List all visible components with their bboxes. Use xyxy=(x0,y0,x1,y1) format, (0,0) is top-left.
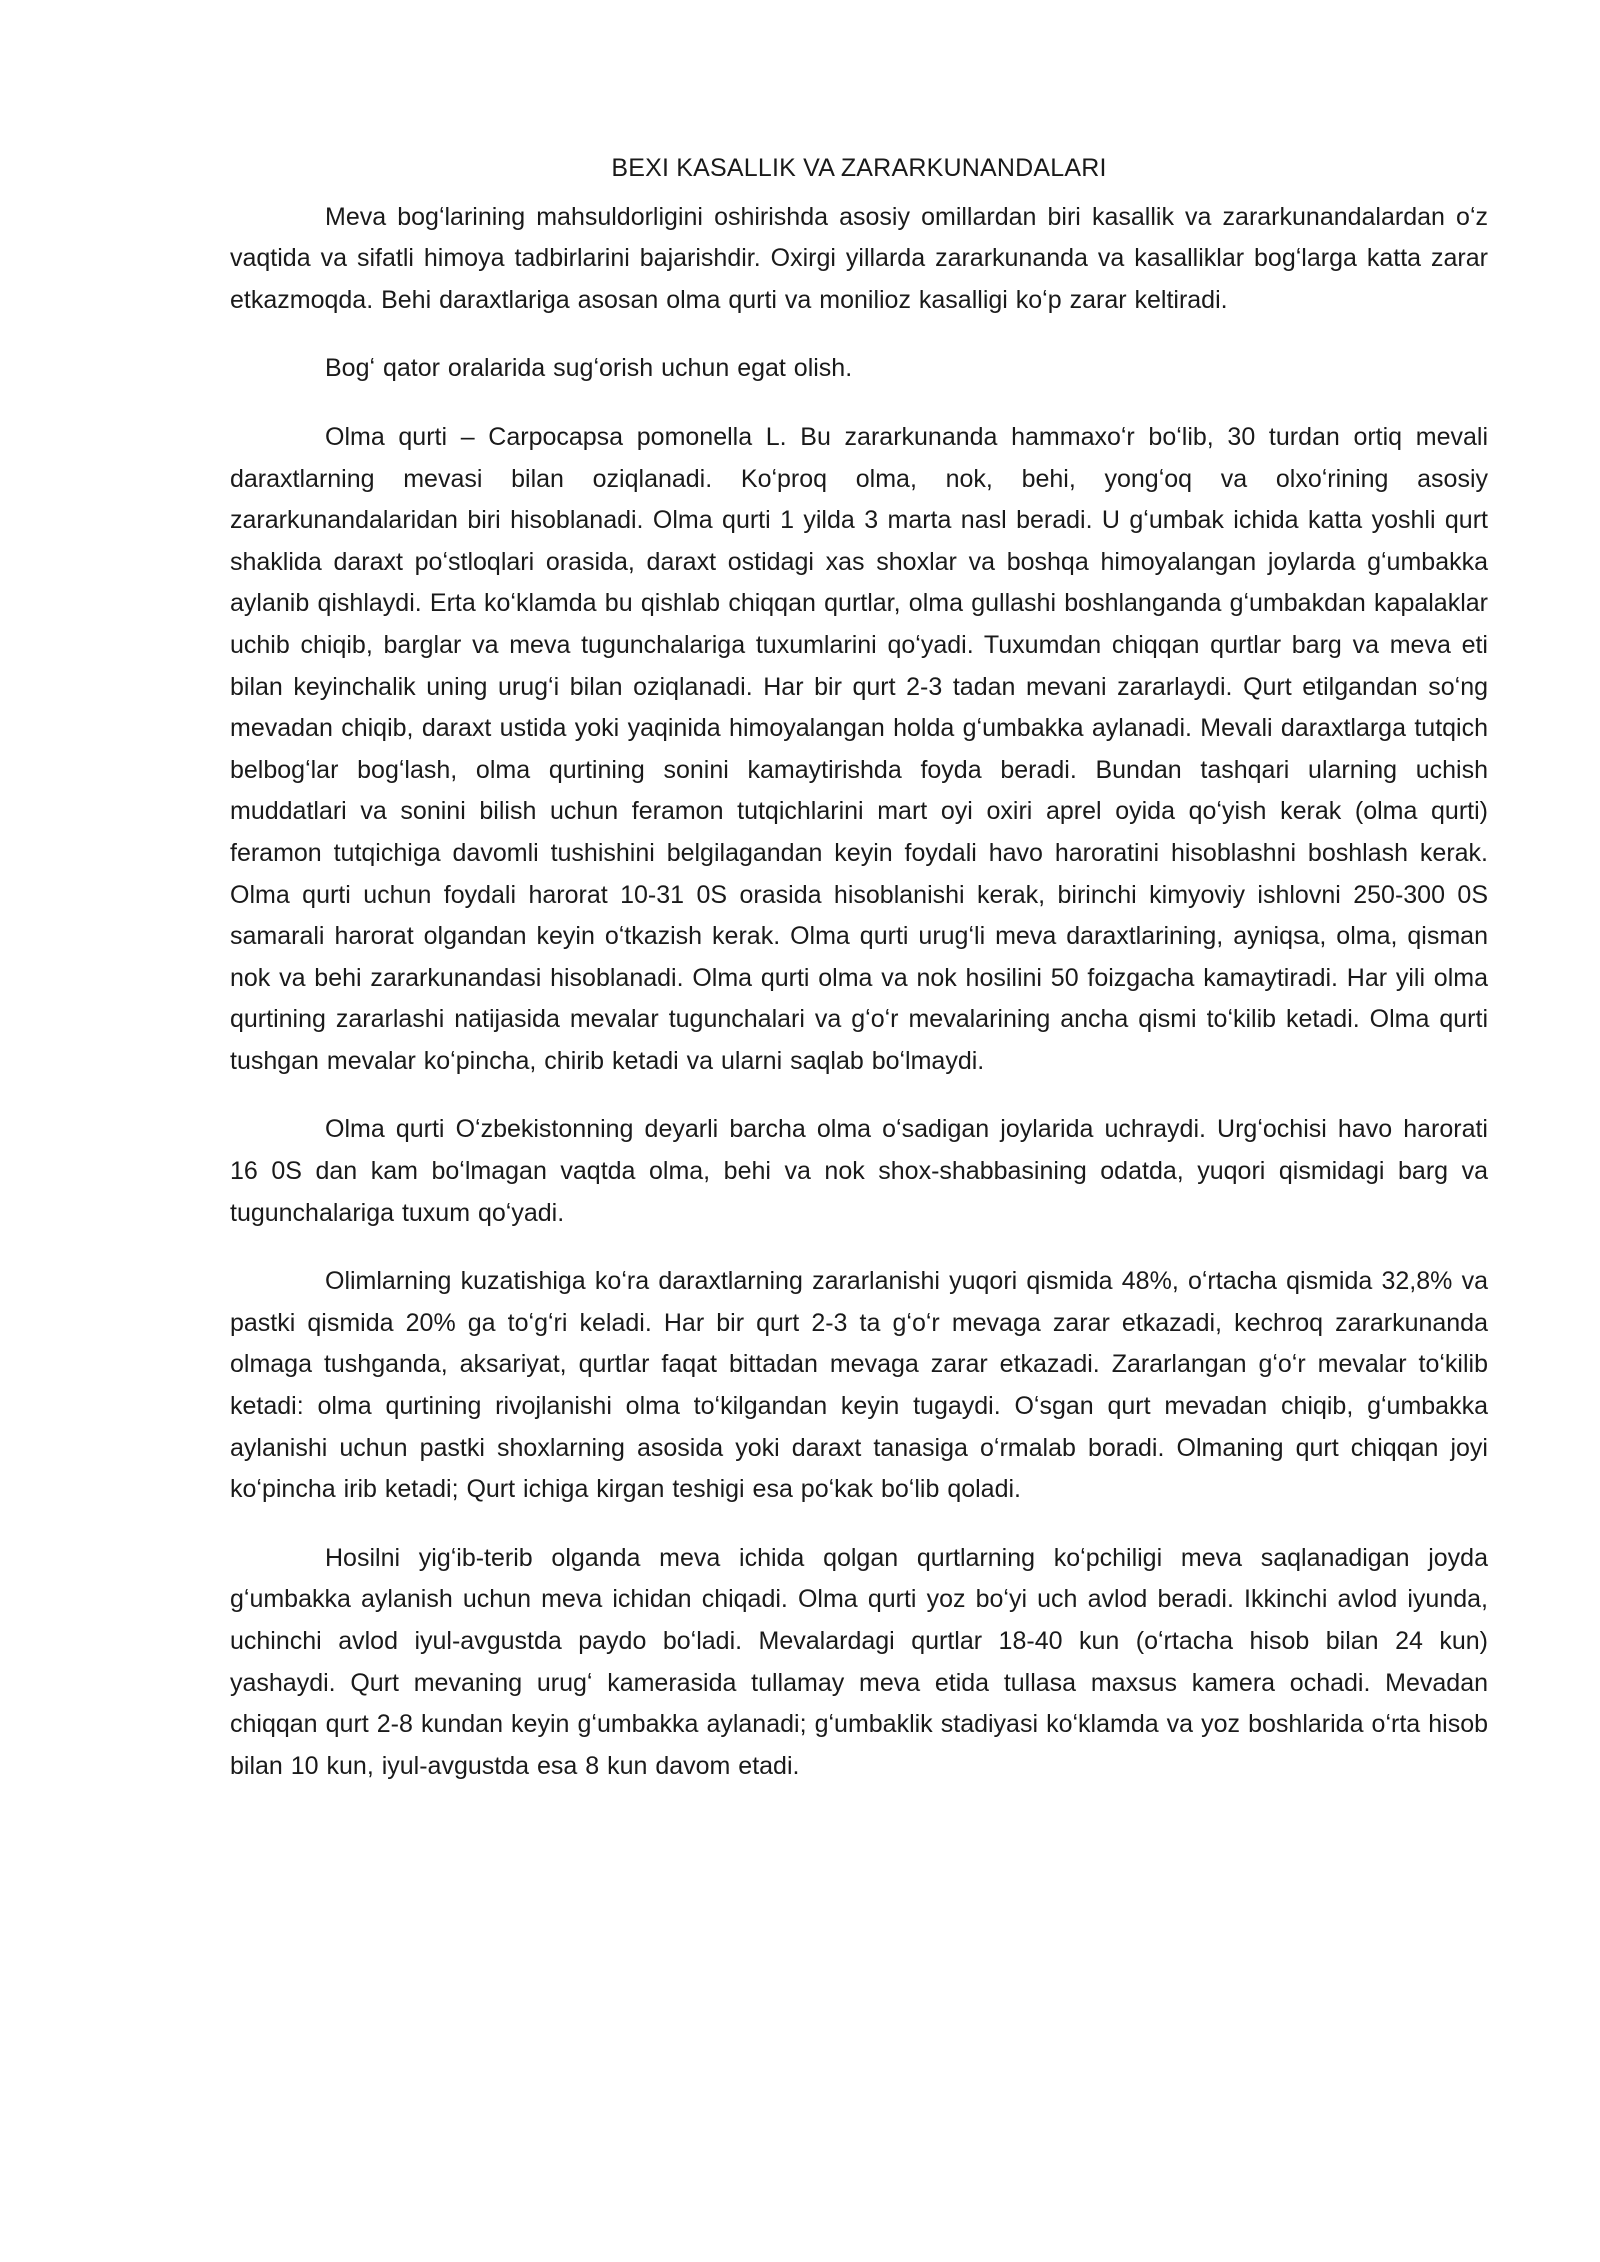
paragraph-irrigation: Bogʻ qator oralarida sugʻorish uchun egat olish. xyxy=(325,354,853,383)
paragraph-intro: Meva bogʻlarining mahsuldorligini oshirishda asosiy omillardan biri kasallik va zararkunandalardan oʻz vaqtida va sifatli himoya tadbirlarini bajarishdir. Oxirgi yillarda zararkunanda va kasalliklar bogʻlarga katta zarar etkazmoqda. Behi daraxtlariga asosan olma qurti va monilioz kasalligi koʻp zarar keltiradi. xyxy=(230,202,1488,314)
page-title: BEXI KASALLIK VA ZARARKUNANDALARI xyxy=(611,154,1107,182)
document-body xyxy=(230,148,1488,1787)
paragraph-harvest: Hosilni yigʻib-terib olganda meva ichida qolgan qurtlarning koʻpchiligi meva saqlanadigan joyda gʻumbakka aylanish uchun meva ichidan chiqadi. Olma qurti yoz boʻyi uch avlod beradi. Ikkinchi avlod iyunda, uchinchi avlod iyul-avgustda paydo boʻladi. Mevalardagi qurtlar 18-40 kun (oʻrtacha hisob bilan 24 kun) yashaydi. Qurt mevaning urugʻ kamerasida tullamay meva etida tullasa maxsus kamera ochadi. Mevadan chiqqan qurt 2-8 kundan keyin gʻumbakka aylanadi; gʻumbaklik stadiyasi koʻklamda va yoz boshlarida oʻrta hisob bilan 10 kun, iyul-avgustda esa 8 kun davom etadi. xyxy=(230,1543,1488,1780)
paragraph-observations: Olimlarning kuzatishiga koʻra daraxtlarning zararlanishi yuqori qismida 48%, oʻrtacha qismida 32,8% va pastki qismida 20% ga toʻgʻri keladi. Har bir qurt 2-3 ta gʻoʻr mevaga zarar etkazadi, kechroq zararkunanda olmaga tushganda, aksariyat, qurtlar faqat bittadan mevaga zarar etkazadi. Zararlangan gʻoʻr mevalar toʻkilib ketadi: olma qurtining rivojlanishi olma toʻkilgandan keyin tugaydi. Oʻsgan qurt mevadan chiqib, gʻumbakka aylanishi uchun pastki shoxlarning asosida yoki daraxt tanasiga oʻrmalab boradi. Olmaning qurt chiqqan joyi koʻpincha irib ketadi; Qurt ichiga kirgan teshigi esa poʻkak boʻlib qoladi. xyxy=(230,1267,1488,1504)
paragraph-distribution: Olma qurti Oʻzbekistonning deyarli barcha olma oʻsadigan joylarida uchraydi. Urgʻochisi havo harorati 16 0S dan kam boʻlmagan vaqtda olma, behi va nok shox-shabbasining odatda, yuqori qismidagi barg va tugunchalariga tuxum qoʻyadi. xyxy=(230,1115,1488,1227)
paragraph-codling-moth: Olma qurti – Carpocapsa pomonella L. Bu zararkunanda hammaxoʻr boʻlib, 30 turdan ortiq mevali daraxtlarning mevasi bilan oziqlanadi. Koʻproq olma, nok, behi, yongʻoq va olxoʻrining asosiy zararkunandalaridan biri hisoblanadi. Olma qurti 1 yilda 3 marta nasl beradi. U gʻumbak ichida katta yoshli qurt shaklida daraxt poʻstloqlari orasida, daraxt ostidagi xas shoxlar va boshqa himoyalangan joylarda gʻumbakka aylanib qishlaydi. Erta koʻklamda bu qishlab chiqqan qurtlar, olma gullashi boshlanganda gʻumbakdan kapalaklar uchib chiqib, barglar va meva tugunchalariga tuxumlarini qoʻyadi. Tuxumdan chiqqan qurtlar barg va meva eti bilan keyinchalik uning urugʻi bilan oziqlanadi. Har bir qurt 2-3 tadan mevani zararlaydi. Qurt etilgandan soʻng mevadan chiqib, daraxt ustida yoki yaqinida himoyalangan holda gʻumbakka aylanadi. Mevali daraxtlarga tutqich belbogʻlar bogʻlash, olma qurtining sonini kamaytirishda foyda beradi. Bundan tashqari ularning uchish muddatlari va sonini bilish uchun feramon tutqichlarini mart oyi oxiri aprel oyida qoʻyish kerak (olma qurti) feramon tutqichiga davomli tushishini belgilagandan keyin foydali havo haroratini hisoblashni boshlash kerak. Olma qurti uchun foydali harorat 10-31 0S orasida hisoblanishi kerak, birinchi kimyoviy ishlovni 250-300 0S samarali harorat olgandan keyin oʻtkazish kerak. Olma qurti urugʻli meva daraxtlarining, ayniqsa, olma, qisman nok va behi zararkunandasi hisoblanadi. Olma qurti olma va nok hosilini 50 foizgacha kamaytiradi. Har yili olma qurtining zararlashi natijasida mevalar tugunchalari va gʻoʻr mevalarining ancha qismi toʻkilib ketadi. Olma qurti tushgan mevalar koʻpincha, chirib ketadi va ularni saqlab boʻlmaydi. xyxy=(230,422,1488,1075)
